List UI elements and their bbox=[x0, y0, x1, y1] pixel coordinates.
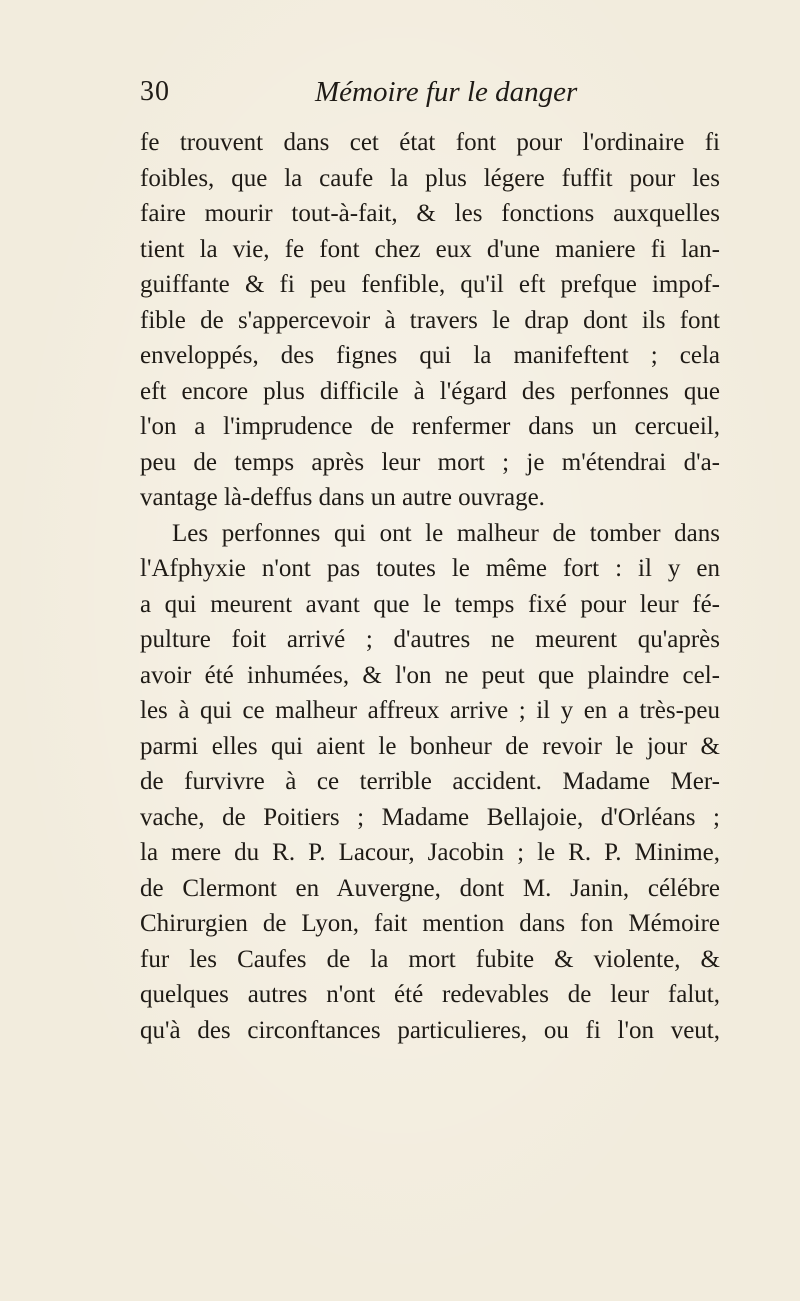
text-line: pulture foit arrivé ; d'autres ne meurent qu'après bbox=[140, 626, 720, 653]
text-line: fible de s'appercevoir à travers le drap dont ils font bbox=[140, 306, 720, 334]
page-number: 30 bbox=[140, 76, 170, 107]
text-line: vache, de Poitiers ; Madame Bellajoie, d'Orléans ; bbox=[140, 803, 720, 831]
text-line: qu'à des circonftances particulieres, ou fi l'on veut, bbox=[140, 1016, 720, 1044]
paragraph-start-line: Les perfonnes qui ont le malheur de tomber dans bbox=[172, 519, 720, 547]
text-line: tient la vie, fe font chez eux d'une maniere fi lan- bbox=[140, 235, 720, 263]
page-header bbox=[140, 76, 700, 116]
body-text bbox=[140, 125, 720, 1048]
text-line: quelques autres n'ont été redevables de leur falut, bbox=[140, 981, 720, 1008]
text-line: fur les Caufes de la mort fubite & violente, & bbox=[140, 945, 720, 973]
text-line: faire mourir tout-à-fait, & les fonctions auxquelles bbox=[140, 200, 720, 227]
text-line: guiffante & fi peu fenfible, qu'il eft prefque impof- bbox=[140, 271, 720, 298]
text-line: a qui meurent avant que le temps fixé pour leur fé- bbox=[140, 590, 720, 618]
text-line: parmi elles qui aient le bonheur de revoir le jour & bbox=[140, 732, 720, 760]
text-line: fe trouvent dans cet état font pour l'ordinaire fi bbox=[140, 129, 720, 156]
text-line: Chirurgien de Lyon, fait mention dans fon Mémoire bbox=[140, 910, 720, 937]
text-line: l'Afphyxie n'ont pas toutes le même fort : il y en bbox=[140, 555, 720, 582]
text-line: de Clermont en Auvergne, dont M. Janin, célébre bbox=[140, 874, 720, 902]
text-line: eft encore plus difficile à l'égard des perfonnes que bbox=[140, 377, 720, 405]
running-head: Mémoire fur le danger bbox=[315, 76, 578, 108]
text-line: peu de temps après leur mort ; je m'étendrai d'a- bbox=[140, 448, 720, 476]
text-line: avoir été inhumées, & l'on ne peut que plaindre cel- bbox=[140, 661, 720, 689]
text-line: de furvivre à ce terrible accident. Madame Mer- bbox=[140, 768, 720, 795]
text-line: foibles, que la caufe la plus légere fuffit pour les bbox=[140, 164, 720, 192]
text-line: enveloppés, des fignes qui la manifeftent ; cela bbox=[140, 342, 720, 369]
text-line: les à qui ce malheur affreux arrive ; il y en a très-peu bbox=[140, 697, 720, 724]
paragraph-end-line: vantage là-deffus dans un autre ouvrage. bbox=[140, 484, 545, 511]
text-line: l'on a l'imprudence de renfermer dans un cercueil, bbox=[140, 413, 720, 440]
text-line: la mere du R. P. Lacour, Jacobin ; le R. P. Minime, bbox=[140, 839, 720, 866]
